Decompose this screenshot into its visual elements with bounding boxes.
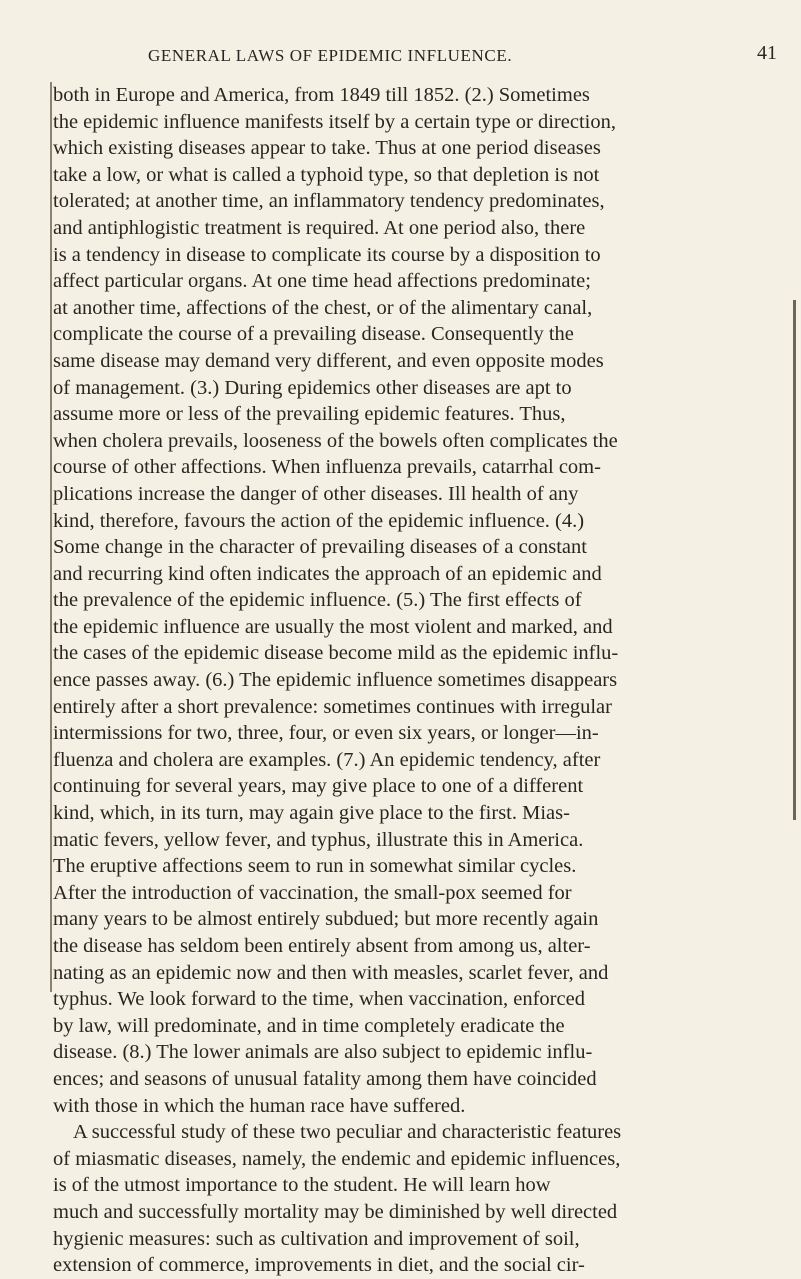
text-line: assume more or less of the prevailing epidemic features. Thus, — [53, 403, 566, 426]
text-line: nating as an epidemic now and then with measles, scarlet fever, and — [53, 961, 609, 984]
text-line: which existing diseases appear to take. Thus at one period diseases — [53, 137, 601, 160]
text-line: plications increase the danger of other diseases. Ill health of any — [53, 482, 579, 505]
text-line: kind, which, in its turn, may again give place to the first. Mias- — [53, 802, 570, 825]
text-line: the disease has seldom been entirely absent from among us, alter- — [53, 935, 591, 957]
text-line: After the introduction of vaccination, the small-pox seemed for — [53, 881, 572, 904]
page-number: 41 — [757, 42, 777, 64]
text-line: disease. (8.) The lower animals are also subject to epidemic influ- — [53, 1041, 593, 1064]
text-line: the prevalence of the epidemic influence. (5.) The first effects of — [53, 589, 582, 612]
text-line: intermissions for two, three, four, or even six years, or longer—in- — [53, 722, 599, 745]
text-line: much and successfully mortality may be diminished by well directed — [53, 1200, 618, 1223]
text-line: complicate the course of a prevailing disease. Consequently the — [53, 323, 574, 346]
text-line: and antiphlogistic treatment is required. At one period also, there — [53, 216, 586, 239]
text-line: the epidemic influence manifests itself by a certain type or direction, — [53, 110, 616, 133]
text-line: of miasmatic diseases, namely, the endemic and epidemic influences, — [53, 1147, 621, 1170]
text-line: continuing for several years, may give place to one of a different — [53, 775, 584, 798]
text-line: take a low, or what is called a typhoid type, so that depletion is not — [53, 163, 600, 186]
text-line: is of the utmost importance to the student. He will learn how — [53, 1174, 551, 1197]
body-text — [53, 82, 783, 1279]
text-line: and recurring kind often indicates the approach of an epidemic and — [53, 562, 602, 585]
paragraph-start-line: A successful study of these two peculiar and characteristic features — [73, 1121, 622, 1144]
text-line: both in Europe and America, from 1849 till 1852. (2.) Sometimes — [53, 84, 590, 106]
text-line: the epidemic influence are usually the most violent and marked, and — [53, 615, 613, 638]
text-line: of management. (3.) During epidemics other diseases are apt to — [53, 376, 572, 399]
text-line: The eruptive affections seem to run in somewhat similar cycles. — [53, 855, 577, 878]
text-line: by law, will predominate, and in time completely eradicate the — [53, 1014, 565, 1037]
text-line: with those in which the human race have suffered. — [53, 1094, 466, 1117]
running-head: GENERAL LAWS OF EPIDEMIC INFLUENCE. — [148, 46, 513, 65]
text-line: tolerated; at another time, an inflammatory tendency predominates, — [53, 190, 605, 213]
text-line: same disease may demand very different, and even opposite modes — [53, 349, 604, 372]
text-line: many years to be almost entirely subdued; but more recently again — [53, 908, 599, 931]
text-line: course of other affections. When influenza prevails, catarrhal com- — [53, 456, 601, 479]
text-line: the cases of the epidemic disease become mild as the epidemic influ- — [53, 642, 619, 665]
page-edge-shadow — [793, 300, 796, 820]
text-line: Some change in the character of prevailing diseases of a constant — [53, 536, 587, 559]
binding-shadow — [50, 82, 52, 992]
text-line: matic fevers, yellow fever, and typhus, illustrate this in America. — [53, 828, 584, 851]
text-line: ence passes away. (6.) The epidemic influence sometimes disappears — [53, 669, 618, 692]
text-line: at another time, affections of the chest, or of the alimentary canal, — [53, 296, 593, 319]
text-line: hygienic measures: such as cultivation and improvement of soil, — [53, 1227, 580, 1250]
text-line: when cholera prevails, looseness of the bowels often complicates the — [53, 429, 618, 452]
text-line: extension of commerce, improvements in diet, and the social cir- — [53, 1254, 585, 1277]
text-line: typhus. We look forward to the time, when vaccination, enforced — [53, 988, 585, 1011]
text-line: fluenza and cholera are examples. (7.) An epidemic tendency, after — [53, 748, 601, 771]
text-line: kind, therefore, favours the action of the epidemic influence. (4.) — [53, 509, 585, 532]
text-line: entirely after a short prevalence: sometimes continues with irregular — [53, 695, 612, 718]
text-line: is a tendency in disease to complicate its course by a disposition to — [53, 243, 601, 266]
text-line: ences; and seasons of unusual fatality among them have coincided — [53, 1067, 597, 1090]
text-line: affect particular organs. At one time head affections predominate; — [53, 270, 591, 293]
page-header — [0, 42, 801, 74]
